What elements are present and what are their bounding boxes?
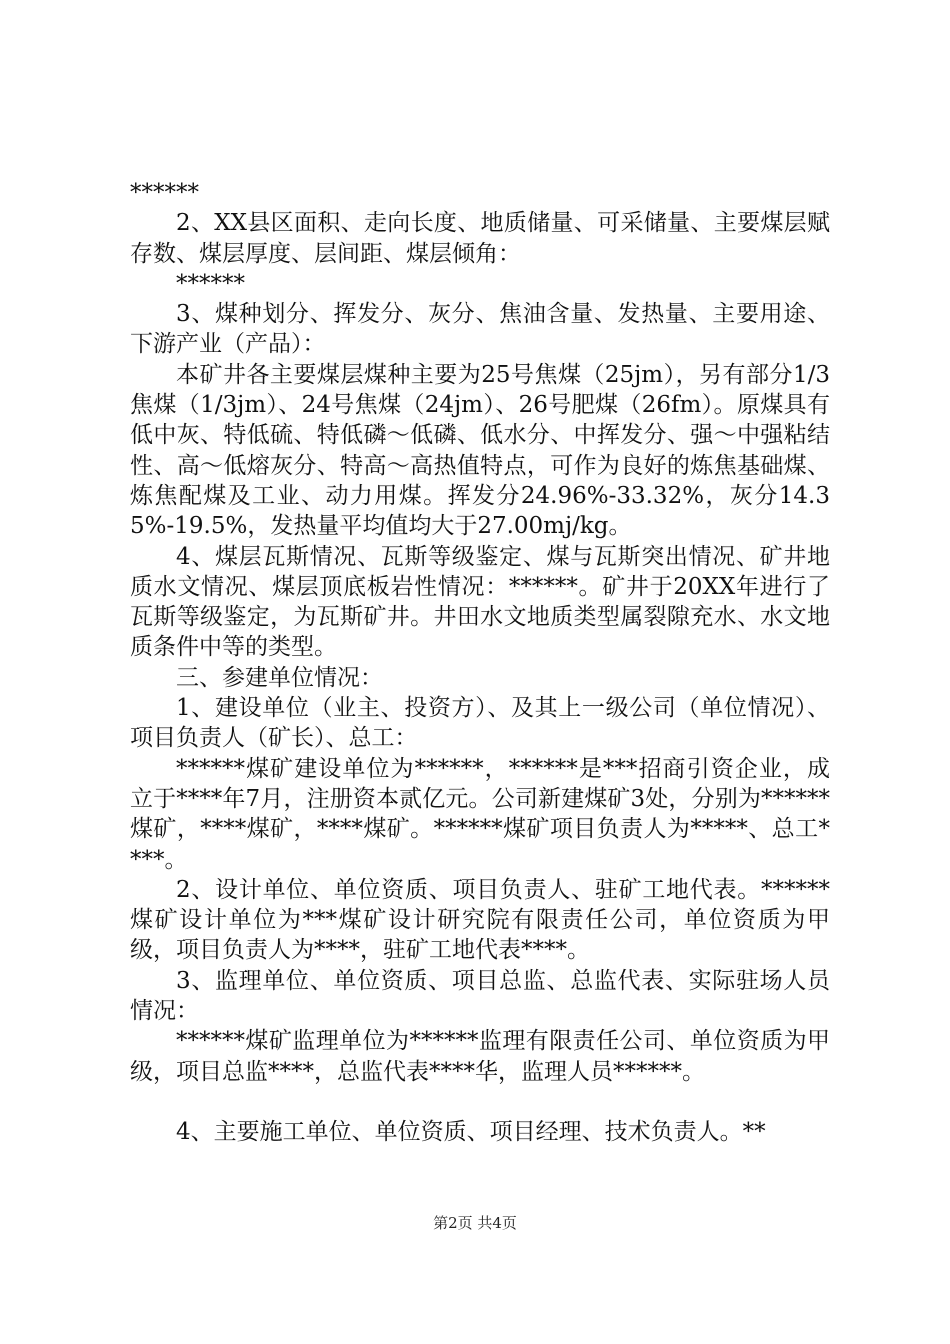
paragraph-6: 4、煤层瓦斯情况、瓦斯等级鉴定、煤与瓦斯突出情况、矿井地质水文情况、煤层顶底板岩性情况：******。矿井于20XX年进行了瓦斯等级鉴定，为瓦斯矿井。井田水文地质类型属裂隙充水、水文地质条件中等的类型。	[130, 543, 830, 661]
paragraph-12: ******煤矿监理单位为******监理有限责任公司、单位资质为甲级，项目总监****，总监代表****华，监理人员******。	[130, 1028, 830, 1085]
section-heading-3: 三、参建单位情况：	[176, 664, 383, 691]
paragraph-11: 3、监理单位、单位资质、项目总监、总监代表、实际驻场人员情况：	[130, 967, 830, 1025]
paragraph-5: 本矿井各主要煤层煤种主要为25号焦煤（25jm），另有部分1/3焦煤（1/3jm）、24号焦煤（24jm）、26号肥煤（26fm）。原煤具有低中灰、特低硫、特低磷～低磷、低水分、中挥发分、强～中强粘结性、高～低熔灰分、特高～高热值特点，可作为良好的炼焦基础煤、炼焦配煤及工业、动力用煤。挥发分24.96%-33.32%，灰分14.35%-19.5%，发热量平均值均大于27.00mj/kg。	[130, 361, 830, 540]
paragraph-8: 1、建设单位（业主、投资方）、及其上一级公司（单位情况）、项目负责人（矿长）、总工：	[130, 695, 830, 752]
page-number-footer: 第2页 共4页	[433, 1214, 517, 1232]
document-body	[130, 178, 830, 1147]
paragraph-10: 2、设计单位、单位资质、项目负责人、驻矿工地代表。******煤矿设计单位为***煤矿设计研究院有限责任公司，单位资质为甲级，项目负责人为****，驻矿工地代表****。	[130, 876, 830, 964]
paragraph-2: 2、XX县区面积、走向长度、地质储量、可采储量、主要煤层赋存数、煤层厚度、层间距、煤层倾角：	[130, 210, 830, 267]
paragraph-9: ******煤矿建设单位为******，******是***招商引资企业，成立于****年7月，注册资本贰亿元。公司新建煤矿3处，分别为******煤矿，****煤矿，****煤矿。******煤矿项目负责人为*****、总工****。	[130, 755, 830, 873]
paragraph-3: ******	[176, 270, 245, 297]
paragraph-1: ******	[130, 180, 199, 206]
paragraph-13: 4、主要施工单位、单位资质、项目经理、技术负责人。**	[176, 1118, 766, 1145]
paragraph-4: 3、煤种划分、挥发分、灰分、焦油含量、发热量、主要用途、下游产业（产品）：	[130, 301, 830, 358]
